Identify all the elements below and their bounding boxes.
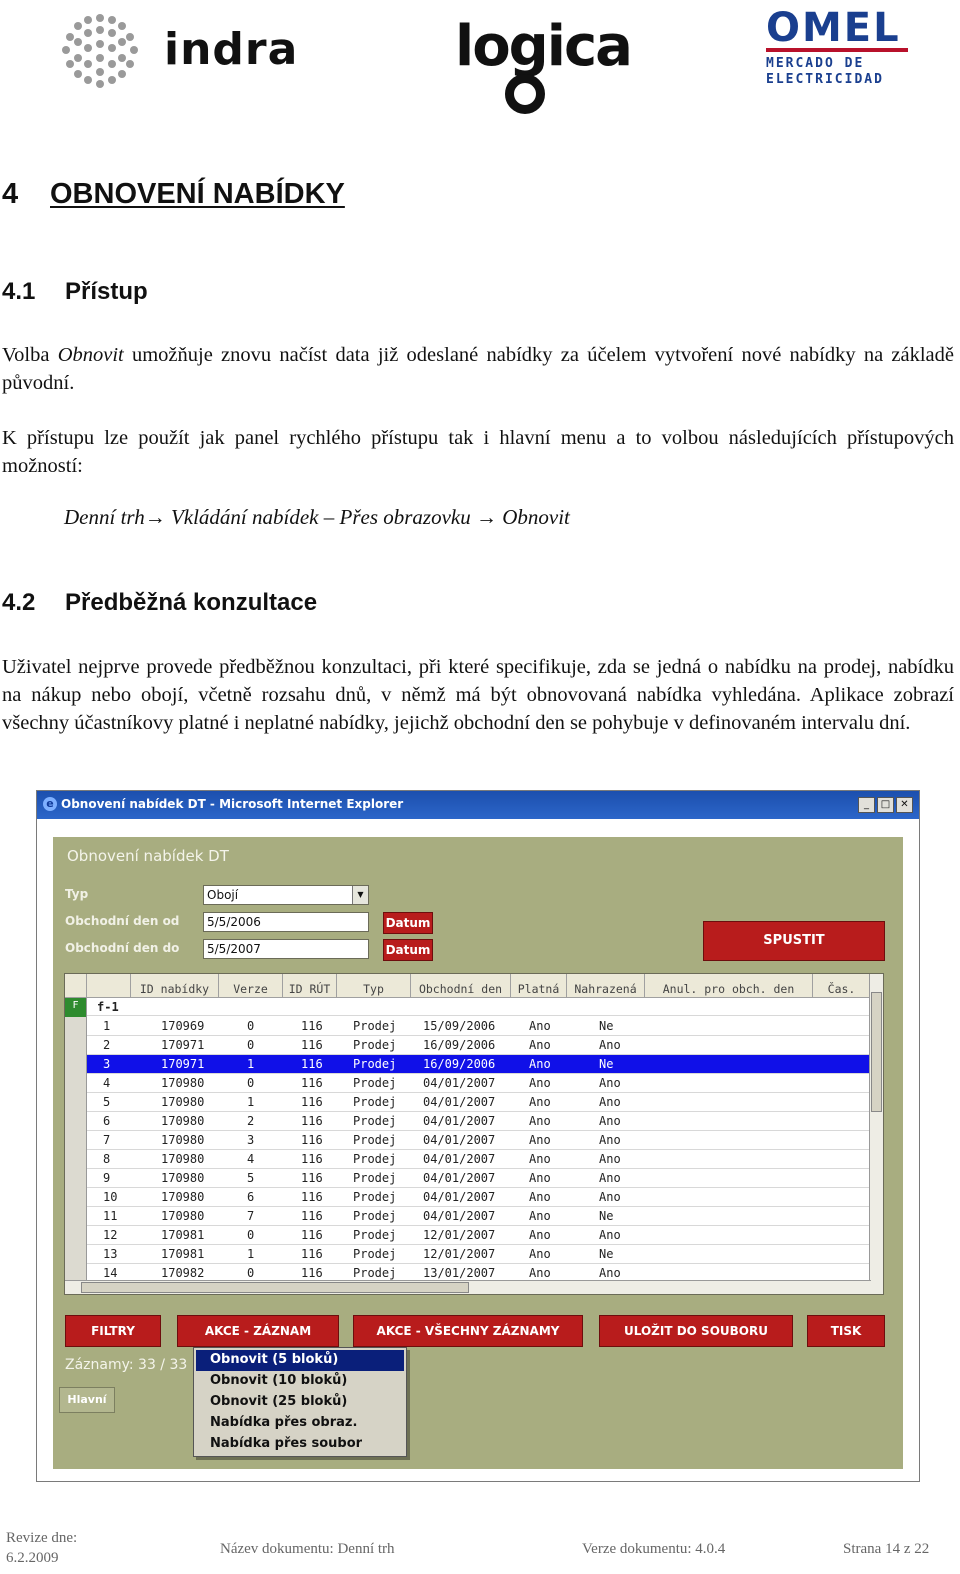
table-cell: 170981 bbox=[161, 1247, 205, 1261]
footer-page-number: Strana 14 z 22 bbox=[843, 1541, 930, 1557]
indra-dots-icon bbox=[58, 10, 142, 90]
table-cell: 13 bbox=[103, 1247, 118, 1261]
table-cell: Ano bbox=[529, 1114, 551, 1128]
col-header-platna[interactable]: Platná bbox=[511, 974, 567, 998]
table-row[interactable] bbox=[65, 1074, 871, 1093]
table-cell: 116 bbox=[301, 1171, 323, 1185]
menu-item-obnovit-25[interactable]: Obnovit (25 bloků) bbox=[210, 1394, 348, 1409]
table-cell: Ano bbox=[599, 1152, 621, 1166]
col-header-cas[interactable]: Čas. bbox=[813, 974, 871, 998]
table-cell: 5 bbox=[247, 1171, 255, 1185]
table-cell: Prodej bbox=[353, 1266, 397, 1280]
table-cell: Ano bbox=[599, 1171, 621, 1185]
table-row[interactable] bbox=[65, 1245, 871, 1264]
table-cell: Prodej bbox=[353, 1057, 397, 1071]
table-cell: 14 bbox=[103, 1266, 118, 1280]
consultation-paragraph: Uživatel nejprve provede předběžnou konzultaci, při které specifikuje, zda se jedná o nabídku na prodej, nabídku na nákup nebo obojí, včetně rozsahu dnů, v němž má být obnovovaná nabídka vyhledána. Aplikace zobrazí všechny účastníkovy platné i neplatné nabídky, jejichž obchodní den se pohybuje v definovaném intervalu dní. bbox=[2, 656, 954, 734]
table-cell: Ano bbox=[599, 1038, 621, 1052]
table-cell: 3 bbox=[247, 1133, 255, 1147]
table-cell: Prodej bbox=[353, 1038, 397, 1052]
typ-select[interactable] bbox=[203, 885, 369, 905]
table-cell: Ne bbox=[599, 1209, 614, 1223]
ulozit-button[interactable]: ULOŽIT DO SOUBORU bbox=[599, 1315, 793, 1347]
table-cell: 116 bbox=[301, 1228, 323, 1242]
table-cell: 7 bbox=[103, 1133, 111, 1147]
row-selector[interactable] bbox=[65, 1055, 87, 1074]
col-header-verze[interactable]: Verze bbox=[219, 974, 283, 998]
horizontal-scrollbar[interactable] bbox=[65, 1280, 871, 1294]
app-title: Obnovení nabídek DT bbox=[67, 847, 229, 865]
row-selector[interactable] bbox=[65, 1226, 87, 1245]
table-cell: Ano bbox=[529, 1247, 551, 1261]
table-cell: 0 bbox=[247, 1038, 255, 1052]
table-cell: Ano bbox=[599, 1266, 621, 1280]
menu-item-obnovit-10[interactable]: Obnovit (10 bloků) bbox=[210, 1373, 348, 1388]
logica-wordmark: logica bbox=[455, 14, 631, 79]
app-panel bbox=[53, 837, 903, 1469]
table-cell: 170981 bbox=[161, 1228, 205, 1242]
footer-revision-date: 6.2.2009 bbox=[6, 1550, 59, 1566]
table-cell: 170980 bbox=[161, 1076, 205, 1090]
table-row[interactable] bbox=[65, 1226, 871, 1245]
row-selector[interactable] bbox=[65, 1207, 87, 1226]
subsection-number: 4.1 bbox=[2, 278, 36, 305]
table-cell: 170971 bbox=[161, 1038, 205, 1052]
scroll-thumb[interactable] bbox=[871, 992, 882, 1112]
table-cell: Ano bbox=[529, 1038, 551, 1052]
table-cell: 0 bbox=[247, 1266, 255, 1280]
od-label: Obchodní den od bbox=[65, 914, 180, 928]
table-cell: 4 bbox=[103, 1076, 111, 1090]
table-row[interactable] bbox=[65, 1169, 871, 1188]
chevron-down-icon[interactable]: ▼ bbox=[352, 886, 368, 904]
spustit-button[interactable]: SPUSTIT bbox=[703, 921, 885, 961]
table-cell: Prodej bbox=[353, 1133, 397, 1147]
table-cell: Ano bbox=[529, 1228, 551, 1242]
table-cell: 0 bbox=[247, 1228, 255, 1242]
akce-vsechny-button[interactable]: AKCE - VŠECHNY ZÁZNAMY bbox=[353, 1315, 583, 1347]
table-cell: Prodej bbox=[353, 1152, 397, 1166]
table-cell: 15/09/2006 bbox=[423, 1019, 496, 1033]
table-cell: 12/01/2007 bbox=[423, 1228, 496, 1242]
maximize-icon[interactable]: □ bbox=[877, 797, 894, 813]
row-selector[interactable] bbox=[65, 1188, 87, 1207]
table-row[interactable] bbox=[65, 1207, 871, 1226]
do-date-field[interactable]: 5/5/2007 bbox=[203, 939, 369, 959]
screenshot-figure bbox=[36, 790, 920, 1482]
table-cell: 04/01/2007 bbox=[423, 1171, 496, 1185]
table-row[interactable] bbox=[65, 1017, 871, 1036]
subsection-title: Přístup bbox=[65, 278, 148, 305]
indra-wordmark: indra bbox=[164, 24, 299, 75]
table-cell: Prodej bbox=[353, 1247, 397, 1261]
datum-od-button[interactable]: Datum bbox=[383, 912, 433, 934]
table-cell: Prodej bbox=[353, 1076, 397, 1090]
table-cell: 5 bbox=[103, 1095, 111, 1109]
table-cell: 04/01/2007 bbox=[423, 1114, 496, 1128]
table-cell: Ne bbox=[599, 1019, 614, 1033]
row-selector[interactable] bbox=[65, 1036, 87, 1055]
table-cell: Ano bbox=[599, 1076, 621, 1090]
access-paragraph-2: K přístupu lze použít jak panel rychlého přístupu tak i hlavní menu a to volbou následujících přístupových možností: bbox=[2, 427, 954, 477]
table-row[interactable] bbox=[65, 1150, 871, 1169]
table-cell: Prodej bbox=[353, 1228, 397, 1242]
table-cell: Ano bbox=[529, 1266, 551, 1280]
context-menu bbox=[193, 1347, 407, 1457]
table-cell: 170980 bbox=[161, 1171, 205, 1185]
row-selector[interactable] bbox=[65, 1112, 87, 1131]
do-label: Obchodní den do bbox=[65, 941, 180, 955]
table-cell: Prodej bbox=[353, 1171, 397, 1185]
table-cell: 0 bbox=[247, 1019, 255, 1033]
indra-logo bbox=[58, 10, 308, 90]
vertical-scrollbar[interactable] bbox=[869, 974, 883, 1294]
table-cell: Ano bbox=[529, 1133, 551, 1147]
table-row[interactable] bbox=[65, 1036, 871, 1055]
col-header-den[interactable]: Obchodní den bbox=[411, 974, 511, 998]
browser-content bbox=[37, 819, 919, 1482]
table-cell: 170980 bbox=[161, 1095, 205, 1109]
omel-wordmark: OMEL bbox=[766, 8, 908, 52]
table-cell: Ano bbox=[529, 1057, 551, 1071]
table-cell: Prodej bbox=[353, 1114, 397, 1128]
table-row[interactable] bbox=[65, 1131, 871, 1150]
row-selector[interactable] bbox=[65, 1169, 87, 1188]
table-cell: 12/01/2007 bbox=[423, 1247, 496, 1261]
table-cell: 2 bbox=[103, 1038, 111, 1052]
table-cell: 04/01/2007 bbox=[423, 1190, 496, 1204]
table-cell: 13/01/2007 bbox=[423, 1266, 496, 1280]
table-row[interactable] bbox=[65, 1112, 871, 1131]
table-cell: 6 bbox=[247, 1190, 255, 1204]
table-cell: 170980 bbox=[161, 1209, 205, 1223]
row-selector[interactable] bbox=[65, 1074, 87, 1093]
access-paragraph-1 bbox=[2, 341, 954, 397]
table-cell: 0 bbox=[247, 1076, 255, 1090]
ie-icon: e bbox=[43, 797, 57, 811]
para-emphasis: Obnovit bbox=[57, 344, 124, 366]
table-cell: 116 bbox=[301, 1076, 323, 1090]
akce-zaznam-button[interactable]: AKCE - ZÁZNAM bbox=[177, 1315, 339, 1347]
table-cell: Ano bbox=[599, 1190, 621, 1204]
table-cell: Ano bbox=[599, 1133, 621, 1147]
section-title: OBNOVENÍ NABÍDKY bbox=[50, 178, 345, 210]
table-cell: 116 bbox=[301, 1152, 323, 1166]
table-cell: Ano bbox=[529, 1190, 551, 1204]
section-number: 4 bbox=[2, 178, 19, 210]
tab-hlavni[interactable]: Hlavní bbox=[59, 1387, 115, 1413]
para-text: umožňuje znovu načíst data již odeslané nabídky za účelem vytvoření nové nabídky na základě původní. bbox=[2, 344, 954, 394]
table-cell: 170980 bbox=[161, 1114, 205, 1128]
col-header-typ[interactable]: Typ bbox=[337, 974, 411, 998]
table-cell: 8 bbox=[103, 1152, 111, 1166]
typ-label: Typ bbox=[65, 887, 89, 901]
table-row[interactable] bbox=[65, 1188, 871, 1207]
logica-logo bbox=[455, 12, 630, 112]
col-header-id[interactable]: ID nabídky bbox=[131, 974, 219, 998]
table-cell: Ano bbox=[529, 1095, 551, 1109]
table-cell: 116 bbox=[301, 1057, 323, 1071]
row-selector[interactable] bbox=[65, 1245, 87, 1264]
row-selector[interactable] bbox=[65, 1093, 87, 1112]
table-cell: 1 bbox=[103, 1019, 111, 1033]
omel-line1: MERCADO DE bbox=[766, 56, 865, 71]
table-cell: Prodej bbox=[353, 1095, 397, 1109]
results-grid bbox=[64, 973, 884, 1295]
table-cell: 170980 bbox=[161, 1152, 205, 1166]
table-cell: 04/01/2007 bbox=[423, 1076, 496, 1090]
table-cell: 7 bbox=[247, 1209, 255, 1223]
table-cell: 04/01/2007 bbox=[423, 1133, 496, 1147]
row-selector[interactable] bbox=[65, 1017, 87, 1036]
table-cell: Ano bbox=[529, 1209, 551, 1223]
table-cell: 1 bbox=[247, 1247, 255, 1261]
table-cell: 116 bbox=[301, 1038, 323, 1052]
od-date-field[interactable]: 5/5/2006 bbox=[203, 912, 369, 932]
omel-logo bbox=[766, 5, 916, 88]
subsection-title: Předběžná konzultace bbox=[65, 589, 318, 616]
table-cell: 116 bbox=[301, 1133, 323, 1147]
para-text: Volba bbox=[2, 344, 58, 366]
table-cell: 116 bbox=[301, 1247, 323, 1261]
table-cell: 16/09/2006 bbox=[423, 1057, 496, 1071]
table-row[interactable] bbox=[65, 1055, 871, 1074]
filter-marker: F bbox=[65, 998, 87, 1017]
footer-document-version: Verze dokumentu: 4.0.4 bbox=[582, 1541, 726, 1557]
typ-value: Obojí bbox=[207, 888, 239, 902]
window-title: Obnovení nabídek DT - Microsoft Internet Explorer bbox=[61, 797, 404, 811]
close-icon[interactable]: ✕ bbox=[896, 797, 913, 813]
col-header-nahrazena[interactable]: Nahrazená bbox=[567, 974, 645, 998]
menu-item-nabidka-obraz[interactable]: Nabídka přes obraz. bbox=[210, 1415, 358, 1430]
menu-path: Denní trh→ Vkládání nabídek – Přes obrazovku → Obnovit bbox=[64, 505, 570, 529]
table-cell: 116 bbox=[301, 1209, 323, 1223]
menu-item-obnovit-5[interactable]: Obnovit (5 bloků) bbox=[196, 1350, 404, 1371]
grid-header-rownum bbox=[87, 974, 131, 998]
table-cell: 4 bbox=[247, 1152, 255, 1166]
table-cell: Ne bbox=[599, 1057, 614, 1071]
table-cell: Prodej bbox=[353, 1019, 397, 1033]
table-row[interactable] bbox=[65, 1093, 871, 1112]
table-cell: 10 bbox=[103, 1190, 118, 1204]
table-cell: 3 bbox=[103, 1057, 111, 1071]
table-cell: 04/01/2007 bbox=[423, 1152, 496, 1166]
minimize-icon[interactable]: _ bbox=[858, 797, 875, 813]
table-cell: 116 bbox=[301, 1019, 323, 1033]
table-cell: 9 bbox=[103, 1171, 111, 1185]
table-cell: 170982 bbox=[161, 1266, 205, 1280]
menu-item-nabidka-soubor[interactable]: Nabídka přes soubor bbox=[210, 1436, 363, 1451]
table-cell: 170971 bbox=[161, 1057, 205, 1071]
footer-revision-label: Revize dne: bbox=[6, 1530, 78, 1546]
table-cell: 170980 bbox=[161, 1190, 205, 1204]
table-cell: 1 bbox=[247, 1057, 255, 1071]
omel-line2: ELECTRICIDAD bbox=[766, 72, 884, 87]
grid-corner bbox=[65, 974, 87, 998]
tisk-button[interactable]: TISK bbox=[807, 1315, 885, 1347]
table-cell: 1 bbox=[247, 1095, 255, 1109]
footer-document-name: Název dokumentu: Denní trh bbox=[220, 1541, 395, 1557]
table-cell: 116 bbox=[301, 1095, 323, 1109]
scroll-thumb[interactable] bbox=[81, 1282, 469, 1293]
table-cell: 116 bbox=[301, 1266, 323, 1280]
table-cell: Ano bbox=[529, 1019, 551, 1033]
filter-text: f-1 bbox=[97, 1000, 119, 1014]
table-cell: Ano bbox=[529, 1171, 551, 1185]
window-titlebar bbox=[37, 791, 919, 819]
table-cell: 11 bbox=[103, 1209, 118, 1223]
row-selector[interactable] bbox=[65, 1131, 87, 1150]
filtry-button[interactable]: FILTRY bbox=[65, 1315, 161, 1347]
filter-row[interactable] bbox=[65, 998, 871, 1016]
table-cell: 12 bbox=[103, 1228, 118, 1242]
logica-ring-icon bbox=[505, 74, 545, 114]
subsection-number: 4.2 bbox=[2, 589, 36, 616]
table-cell: Ano bbox=[599, 1228, 621, 1242]
table-cell: 170980 bbox=[161, 1133, 205, 1147]
record-count: Záznamy: 33 / 33 bbox=[65, 1357, 188, 1373]
row-selector[interactable] bbox=[65, 1150, 87, 1169]
table-cell: Ano bbox=[599, 1114, 621, 1128]
table-cell: 116 bbox=[301, 1190, 323, 1204]
table-cell: Prodej bbox=[353, 1209, 397, 1223]
table-cell: 2 bbox=[247, 1114, 255, 1128]
table-cell: Ne bbox=[599, 1247, 614, 1261]
subsection-heading-consultation bbox=[2, 589, 317, 617]
table-cell: 116 bbox=[301, 1114, 323, 1128]
col-header-rut[interactable]: ID RÚT bbox=[283, 974, 337, 998]
table-cell: Ano bbox=[529, 1076, 551, 1090]
datum-do-button[interactable]: Datum bbox=[383, 939, 433, 961]
table-cell: Prodej bbox=[353, 1190, 397, 1204]
table-cell: 16/09/2006 bbox=[423, 1038, 496, 1052]
section-heading bbox=[2, 178, 345, 211]
table-cell: 04/01/2007 bbox=[423, 1095, 496, 1109]
table-cell: Ano bbox=[529, 1152, 551, 1166]
subsection-heading-access bbox=[2, 278, 148, 306]
table-cell: 04/01/2007 bbox=[423, 1209, 496, 1223]
table-cell: 6 bbox=[103, 1114, 111, 1128]
col-header-anul[interactable]: Anul. pro obch. den bbox=[645, 974, 813, 998]
table-cell: 170969 bbox=[161, 1019, 205, 1033]
table-cell: Ano bbox=[599, 1095, 621, 1109]
